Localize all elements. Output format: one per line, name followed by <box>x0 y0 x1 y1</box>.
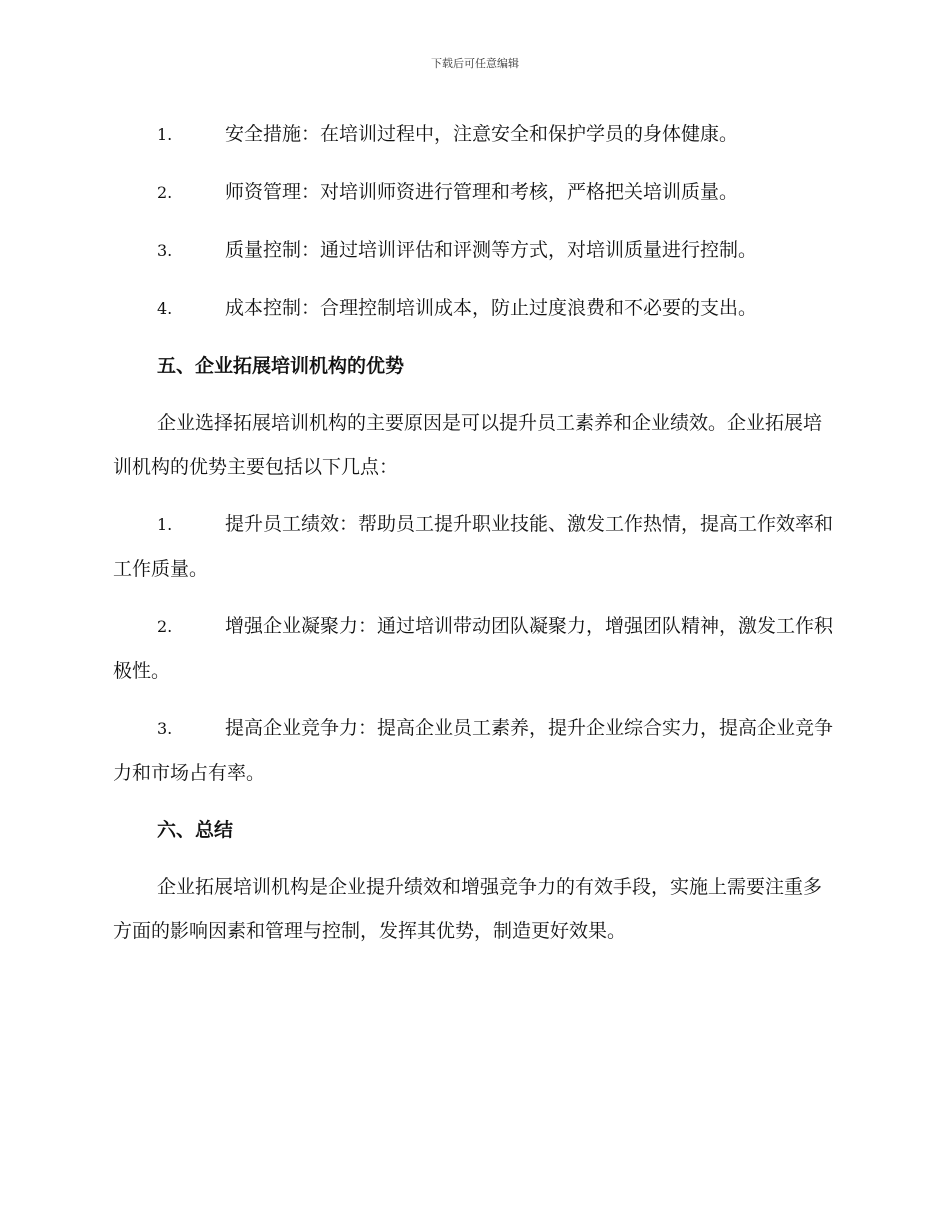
list-item-text: 师资管理：对培训师资进行管理和考核，严格把关培训质量。 <box>225 181 739 203</box>
advantages-list <box>113 502 835 795</box>
measures-list <box>113 112 835 331</box>
list-item-number: 4. <box>157 299 173 318</box>
summary-paragraph: 企业拓展培训机构是企业提升绩效和增强竞争力的有效手段，实施上需要注重多方面的影响因素和管理与控制，发挥其优势，制造更好效果。 <box>113 876 823 942</box>
advantages-intro-paragraph: 企业选择拓展培训机构的主要原因是可以提升员工素养和企业绩效。企业拓展培训机构的优势主要包括以下几点： <box>113 412 823 478</box>
list-item <box>113 228 835 273</box>
list-item-text: 质量控制：通过培训评估和评测等方式，对培训质量进行控制。 <box>225 239 758 261</box>
list-item-number: 1. <box>157 515 173 534</box>
list-item-text: 安全措施：在培训过程中，注意安全和保护学员的身体健康。 <box>225 123 739 145</box>
list-item-number: 1. <box>157 125 173 144</box>
document-body <box>113 112 835 966</box>
section-heading-summary: 六、总结 <box>157 819 234 841</box>
list-item-number: 3. <box>157 241 173 260</box>
list-item <box>113 706 835 795</box>
list-item-number: 2. <box>157 183 173 202</box>
list-item <box>113 286 835 331</box>
list-item-text: 成本控制：合理控制培训成本，防止过度浪费和不必要的支出。 <box>225 297 758 319</box>
section-heading-advantages: 五、企业拓展培训机构的优势 <box>157 355 405 377</box>
list-item <box>113 502 835 591</box>
list-item <box>113 170 835 215</box>
list-item <box>113 112 835 157</box>
list-item-text: 增强企业凝聚力：通过培训带动团队凝聚力，增强团队精神，激发工作积极性。 <box>113 615 834 682</box>
header-note: 下载后可任意编辑 <box>431 57 519 70</box>
list-item-text: 提升员工绩效：帮助员工提升职业技能、激发工作热情，提高工作效率和工作质量。 <box>113 513 834 580</box>
list-item-number: 3. <box>157 719 173 738</box>
list-item-text: 提高企业竞争力：提高企业员工素养，提升企业综合实力，提高企业竞争力和市场占有率。 <box>113 717 834 784</box>
list-item-number: 2. <box>157 617 173 636</box>
list-item <box>113 604 835 693</box>
